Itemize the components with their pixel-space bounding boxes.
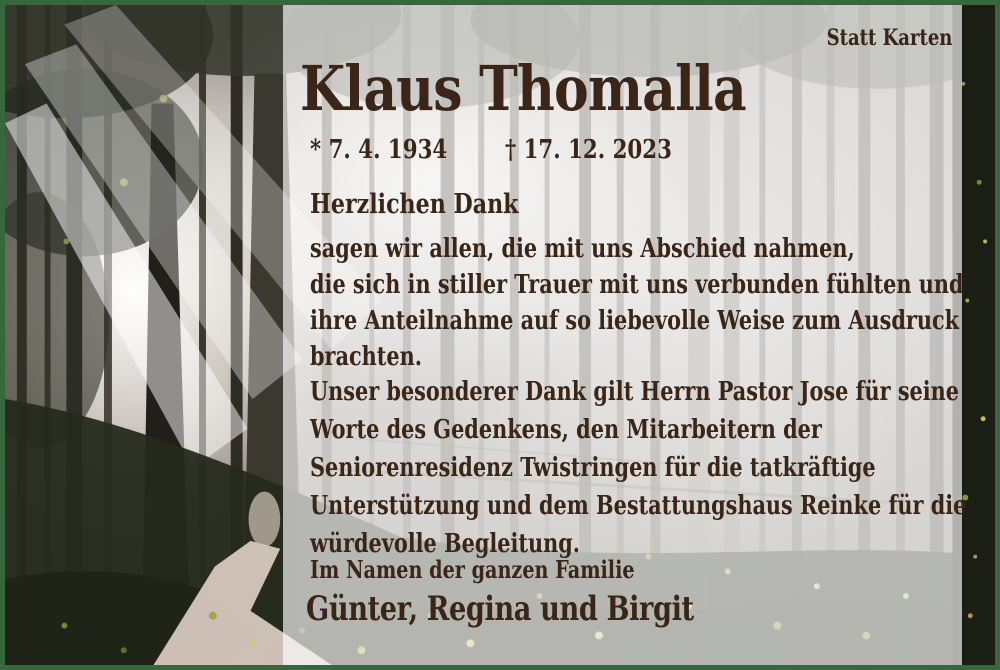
death-date: † 17. 12. 2023 — [505, 135, 672, 165]
special-thanks-line: Unser besonderer Dank gilt Herrn Pastor Jose für seine — [310, 377, 960, 407]
special-thanks-line: würdevolle Begleitung. — [310, 529, 581, 559]
thanks-line: sagen wir allen, die mit uns Abschied nahmen, — [310, 234, 855, 264]
thanks-line: brachten. — [310, 342, 422, 372]
family-names: Günter, Regina und Birgit — [306, 589, 694, 629]
thanks-paragraph — [310, 231, 964, 375]
family-closing: Im Namen der ganzen Familie — [310, 555, 635, 584]
statt-karten-note: Statt Karten — [826, 25, 952, 51]
special-thanks-paragraph — [310, 373, 966, 563]
thanks-heading: Herzlichen Dank — [310, 189, 519, 220]
thanks-line: ihre Anteilnahme auf so liebevolle Weise zum Ausdruck — [310, 306, 960, 336]
thanks-line: die sich in stiller Trauer mit uns verbunden fühlten und — [310, 270, 964, 300]
special-thanks-line: Unterstützung und dem Bestattungshaus Reinke für die — [310, 491, 967, 521]
special-thanks-line: Seniorenresidenz Twistringen für die tatkräftige — [310, 453, 876, 483]
special-thanks-line: Worte des Gedenkens, den Mitarbeitern der — [310, 415, 822, 445]
birth-date: * 7. 4. 1934 — [310, 135, 448, 165]
deceased-name: Klaus Thomalla — [300, 52, 746, 125]
